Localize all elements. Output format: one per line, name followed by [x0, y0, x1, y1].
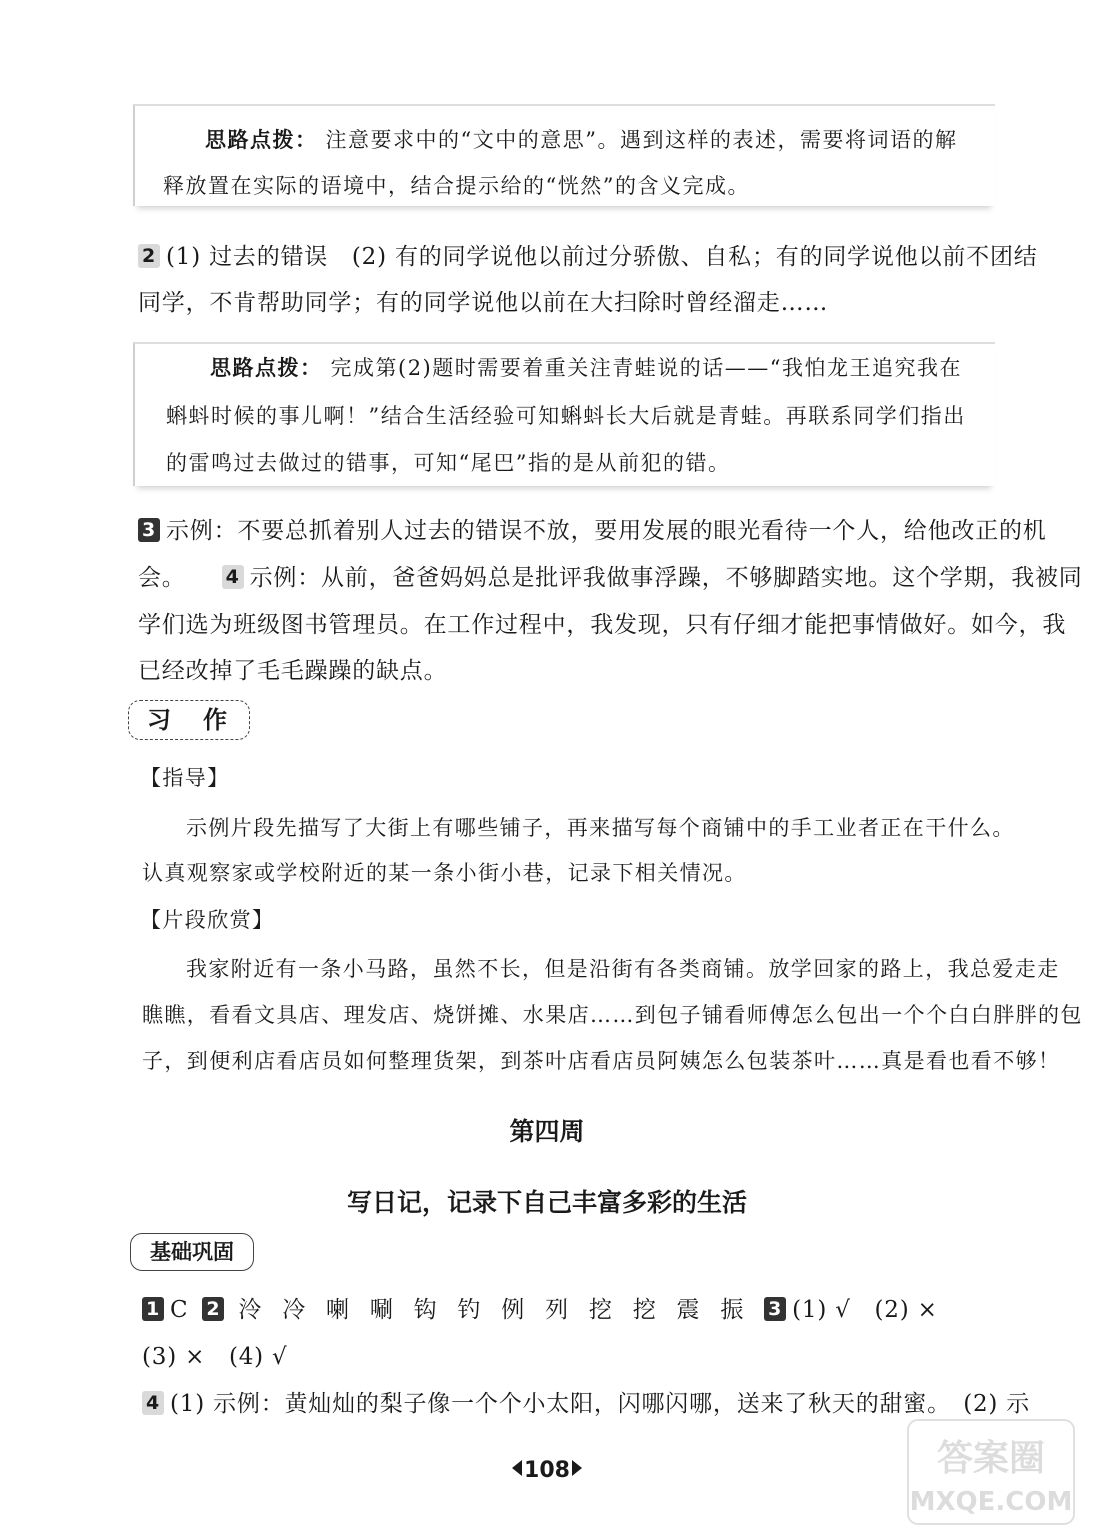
q2-char: 唰	[369, 1297, 394, 1323]
question-number-4-basics: 4	[142, 1391, 164, 1415]
writing-section-tag: 习 作	[128, 700, 250, 740]
q2-char: 钩	[413, 1297, 438, 1323]
q2-char: 喇	[326, 1297, 350, 1323]
question-number-3: 3	[138, 518, 160, 542]
basics-q4-line: 4 (1) 示例：黄灿灿的梨子像一个个小太阳，闪哪闪哪，送来了秋天的甜蜜。 (2) 示	[142, 1385, 1030, 1418]
q3-line-4: 已经改掉了毛毛躁躁的缺点。	[138, 658, 448, 684]
tip-1-line-2: 释放置在实际的语境中，结合提示给的“恍然”的含义完成。	[163, 174, 750, 198]
excerpt-label: 【片段欣赏】	[140, 908, 275, 932]
q2-char: 震	[676, 1297, 701, 1323]
week-title: 第四周	[509, 1117, 585, 1146]
q2-line-1: 2 (1) 过去的错误 (2) 有的同学说他以前过分骄傲、自私；有的同学说他以前不团结	[138, 238, 1038, 271]
svg-text:MXQE.COM: MXQE.COM	[909, 1487, 1073, 1517]
question-number-2: 2	[138, 244, 160, 268]
tip-2-line-3: 的雷鸣过去做过的错事，可知“尾巴”指的是从前犯的错。	[166, 451, 731, 475]
question-number-2-basics: 2	[202, 1297, 224, 1321]
page-number: 108	[0, 1458, 1094, 1483]
guide-line-1: 示例片段先描写了大街上有哪些铺子，再来描写每个商铺中的手工业者正在干什么。	[186, 816, 1015, 840]
q2-char: 例	[501, 1297, 526, 1323]
q2-char: 挖	[632, 1297, 657, 1323]
tip-2-line-1: 思路点拨： 完成第(2)题时需要着重关注青蛙说的话——“我怕龙王追究我在	[210, 355, 962, 380]
q1-answer: C	[170, 1297, 189, 1323]
svg-text:答案圈: 答案圈	[936, 1438, 1046, 1479]
q2-char: 振	[720, 1297, 745, 1323]
q2-chars	[238, 1297, 764, 1323]
basics-q1-q3-line	[142, 1291, 938, 1324]
week-subtitle: 写日记，记录下自己丰富多彩的生活	[346, 1188, 747, 1217]
tip-1-label: 思路点拨：	[205, 127, 318, 152]
excerpt-line-2: 瞧瞧，看看文具店、理发店、烧饼摊、水果店……到包子铺看师傅怎么包出一个个白白胖胖的包	[142, 1003, 1083, 1027]
tip-2-label: 思路点拨：	[210, 355, 323, 380]
q3-line-3: 学们选为班级图书管理员。在工作过程中，我发现，只有仔细才能把事情做好。如今，我	[138, 612, 1067, 638]
q2-char: 挖	[588, 1297, 613, 1323]
q2-char: 列	[545, 1297, 569, 1323]
q3-line-2: 会。 4 示例：从前，爸爸妈妈总是批评我做事浮躁，不够脚踏实地。这个学期，我被同	[138, 565, 1083, 591]
q2-char: 泠	[238, 1297, 263, 1323]
excerpt-line-1: 我家附近有一条小马路，虽然不长，但是沿街有各类商铺。放学回家的路上，我总爱走走	[186, 957, 1060, 981]
q2-char: 钓	[457, 1297, 482, 1323]
q3-part-1: (1) √ (2) ×	[792, 1297, 938, 1323]
question-number-3-basics: 3	[764, 1297, 786, 1321]
excerpt-line-3: 子，到便利店看店员如何整理货架，到茶叶店看店员阿姨怎么包装茶叶……真是看也看不够！	[142, 1049, 1061, 1073]
guide-line-2: 认真观察家或学校附近的某一条小街小巷，记录下相关情况。	[142, 861, 747, 885]
q3-line-1: 3 示例：不要总抓着别人过去的错误不放，要用发展的眼光看待一个人，给他改正的机	[138, 512, 1047, 545]
q2-char: 冷	[282, 1297, 307, 1323]
question-number-4: 4	[222, 565, 244, 589]
tip-2-line-2: 蝌蚪时候的事儿啊！”结合生活经验可知蝌蚪长大后就是青蛙。再联系同学们指出	[166, 404, 966, 428]
basics-section-tag: 基础巩固	[130, 1233, 254, 1271]
q2-line-2: 同学，不肯帮助同学；有的同学说他以前在大扫除时曾经溜走……	[138, 290, 829, 316]
watermark-logo	[906, 1418, 1076, 1526]
triangle-left-icon	[512, 1460, 522, 1476]
basics-q3-line-2: (3) × (4) √	[142, 1344, 288, 1370]
triangle-right-icon	[572, 1460, 582, 1476]
question-number-1: 1	[142, 1297, 164, 1321]
guide-label: 【指导】	[140, 766, 230, 790]
tip-1-line-1: 思路点拨： 注意要求中的“文中的意思”。遇到这样的表述，需要将词语的解	[205, 127, 958, 152]
